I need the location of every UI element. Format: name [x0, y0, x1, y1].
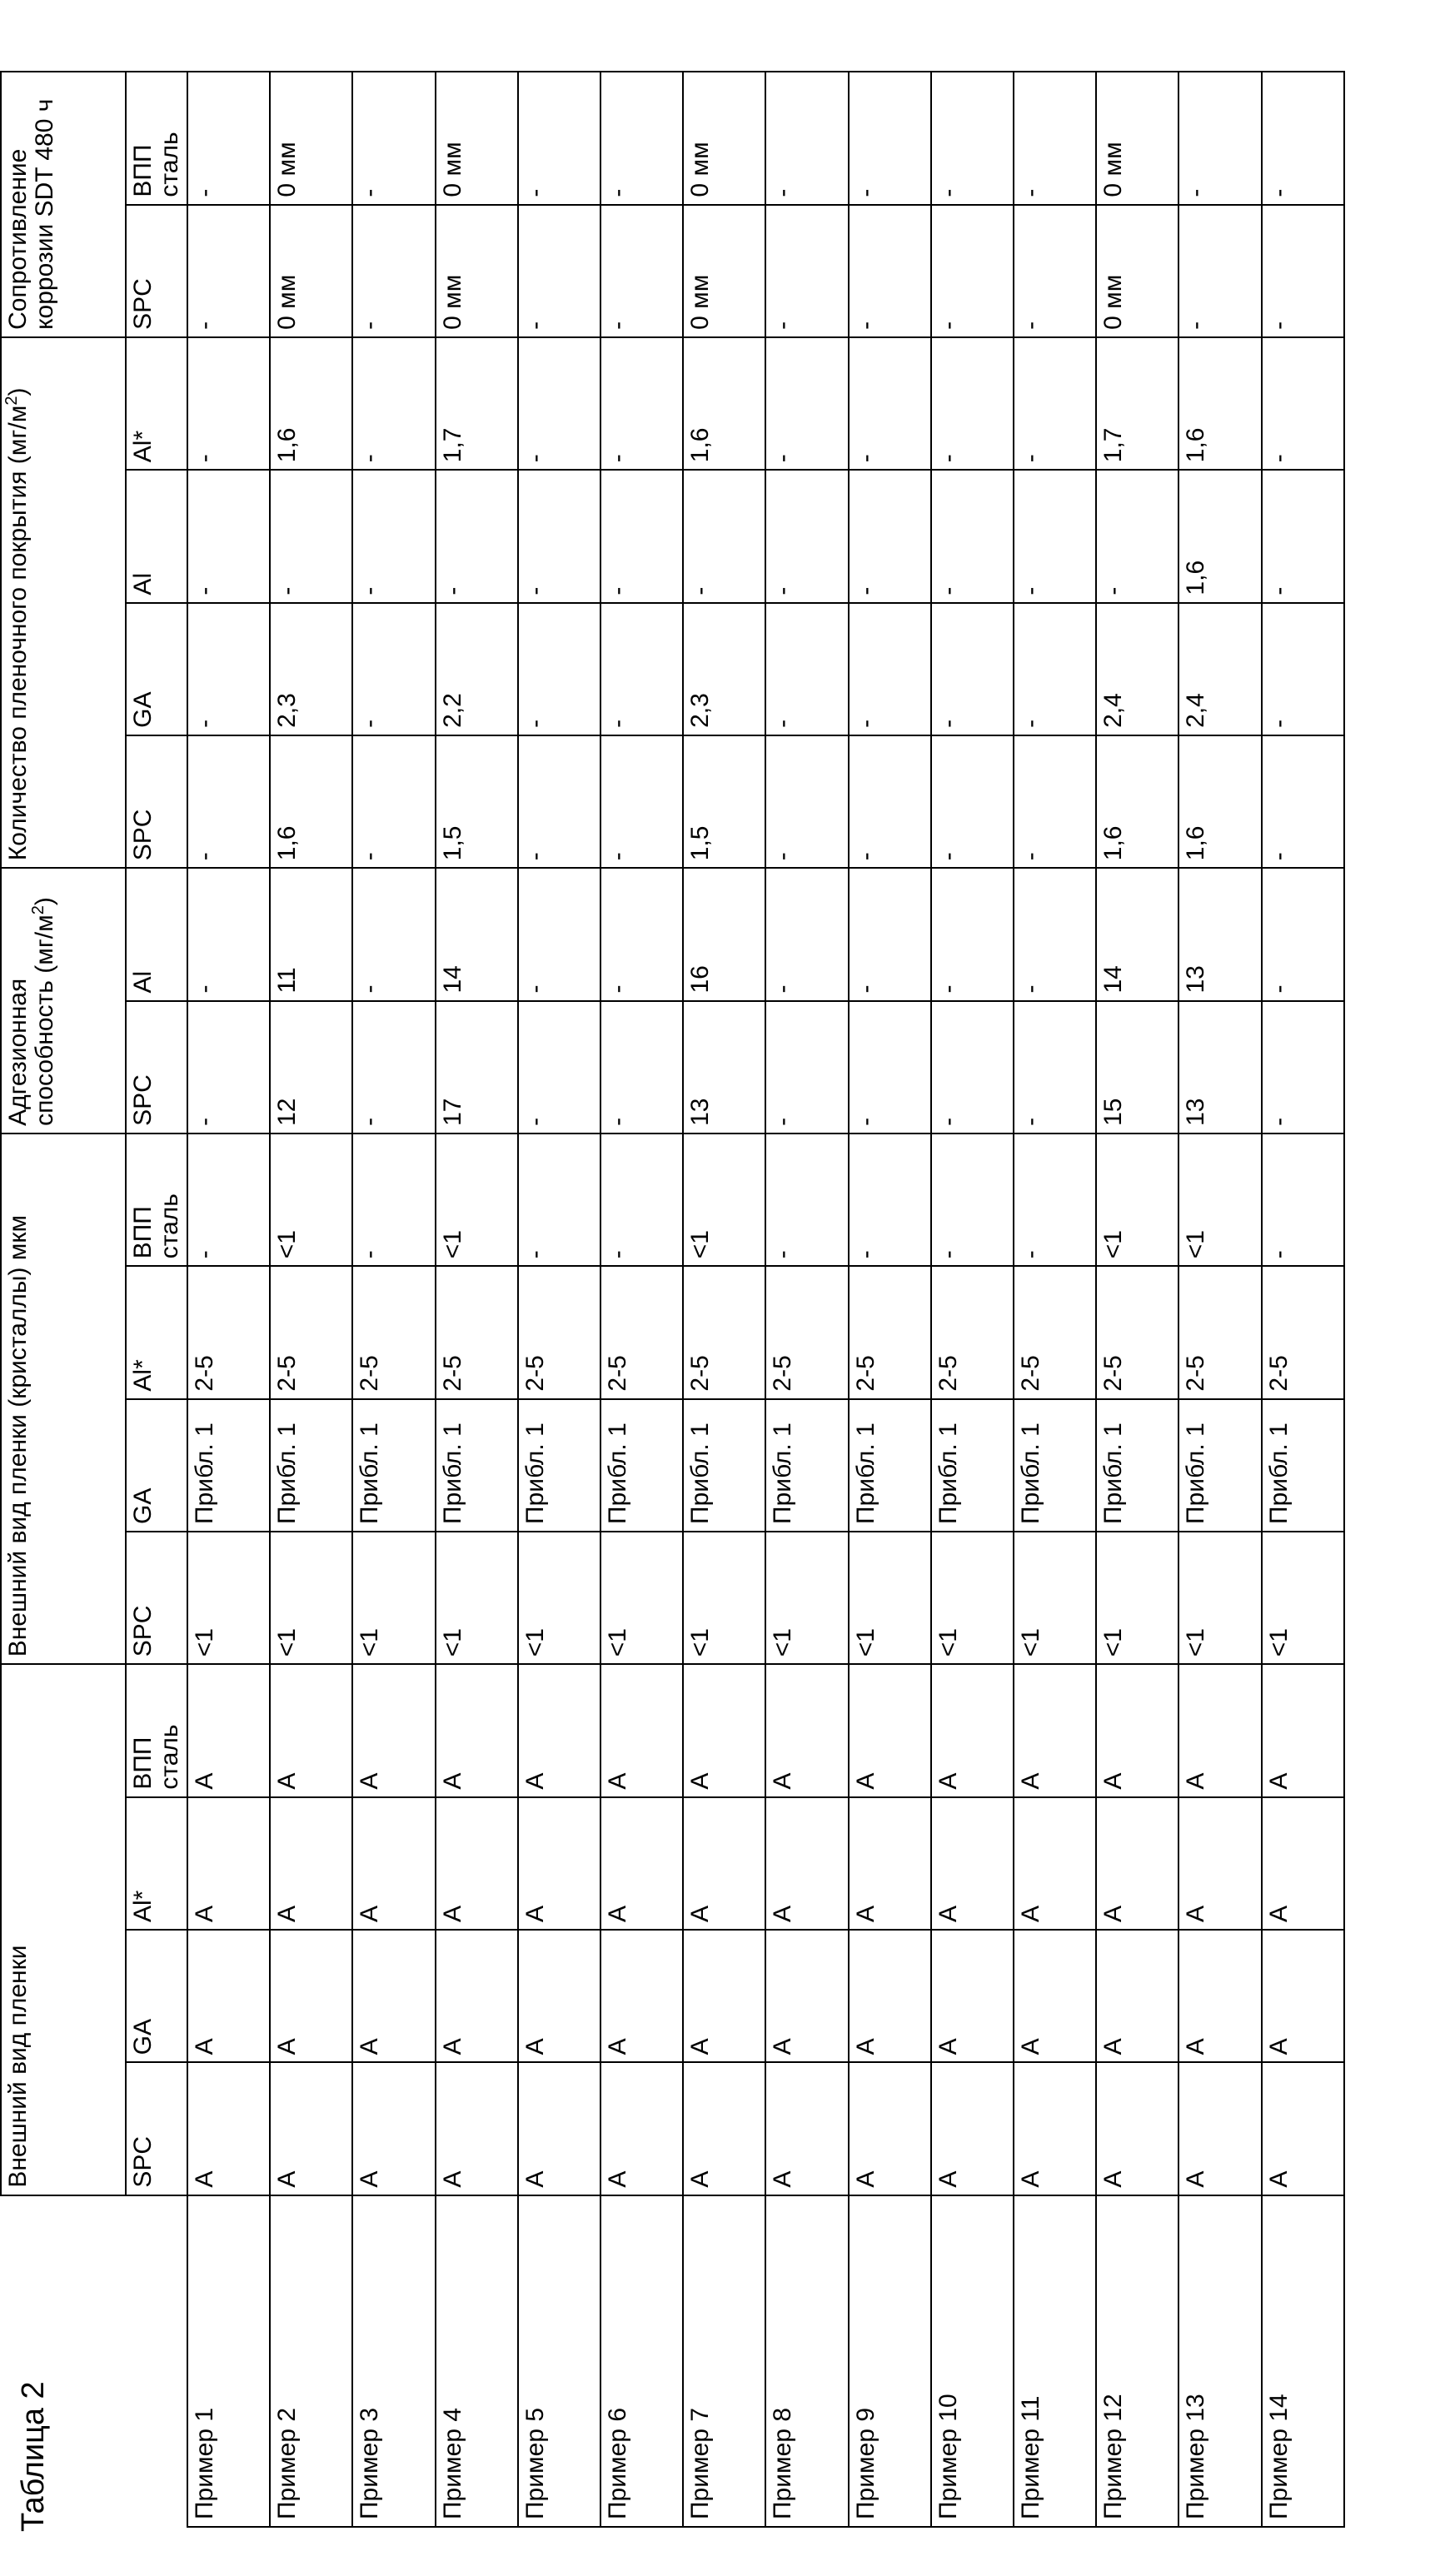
- table-cell: -: [187, 470, 270, 602]
- table-cell: -: [849, 1134, 931, 1266]
- table-row: [1014, 72, 1096, 2527]
- table-cell: 2-5: [849, 1266, 931, 1398]
- table-cell: 1,7: [436, 337, 518, 470]
- table-cell: -: [1178, 205, 1261, 337]
- table-cell: A: [600, 1930, 683, 2062]
- table-cell: -: [849, 337, 931, 470]
- table-cell: Прибл. 1: [270, 1399, 352, 1532]
- table-cell: 0 мм: [683, 72, 765, 205]
- table-cell: Прибл. 1: [1096, 1399, 1178, 1532]
- table-row: [436, 72, 518, 2527]
- row-label: Пример 11: [1014, 2195, 1096, 2527]
- table-cell: -: [1262, 603, 1344, 735]
- table-cell: A: [352, 1930, 435, 2062]
- table-cell: 2,3: [270, 603, 352, 735]
- table-cell: A: [518, 1797, 600, 1930]
- header-corner: [1, 2195, 187, 2527]
- table-cell: -: [1014, 205, 1096, 337]
- table-cell: Прибл. 1: [1014, 1399, 1096, 1532]
- table-cell: -: [187, 72, 270, 205]
- table-cell: A: [518, 1664, 600, 1796]
- table-cell: <1: [187, 1532, 270, 1664]
- sub-header: SPC: [126, 2062, 187, 2195]
- table-cell: A: [931, 1664, 1014, 1796]
- table-cell: -: [352, 337, 435, 470]
- table-cell: 11: [270, 868, 352, 1000]
- table-cell: 2-5: [600, 1266, 683, 1398]
- table-cell: A: [849, 1664, 931, 1796]
- table-cell: 2,3: [683, 603, 765, 735]
- table-cell: -: [600, 735, 683, 868]
- table-cell: -: [187, 1134, 270, 1266]
- table-cell: Прибл. 1: [600, 1399, 683, 1532]
- table-cell: A: [1096, 1930, 1178, 2062]
- row-label: Пример 14: [1262, 2195, 1344, 2527]
- table-cell: A: [1262, 1930, 1344, 2062]
- table-cell: A: [849, 1930, 931, 2062]
- sub-header: GA: [126, 1399, 187, 1532]
- table-cell: -: [352, 868, 435, 1000]
- table-cell: Прибл. 1: [1178, 1399, 1261, 1532]
- table-cell: -: [518, 735, 600, 868]
- table-cell: -: [849, 735, 931, 868]
- table-cell: -: [1014, 1134, 1096, 1266]
- table-cell: -: [1262, 72, 1344, 205]
- table-cell: A: [931, 1930, 1014, 2062]
- table-cell: -: [1262, 1001, 1344, 1134]
- table-cell: -: [931, 337, 1014, 470]
- table-cell: <1: [270, 1134, 352, 1266]
- table-cell: -: [1262, 868, 1344, 1000]
- table-cell: Прибл. 1: [931, 1399, 1014, 1532]
- row-label: Пример 9: [849, 2195, 931, 2527]
- table-cell: -: [518, 868, 600, 1000]
- table-cell: 0 мм: [270, 205, 352, 337]
- table-cell: <1: [1262, 1532, 1344, 1664]
- table-cell: <1: [600, 1532, 683, 1664]
- table-cell: -: [931, 1134, 1014, 1266]
- row-label: Пример 5: [518, 2195, 600, 2527]
- table-cell: -: [849, 72, 931, 205]
- table-cell: -: [765, 205, 848, 337]
- table-cell: 2-5: [683, 1266, 765, 1398]
- table-cell: -: [270, 470, 352, 602]
- table-cell: A: [1178, 2062, 1261, 2195]
- table-cell: A: [187, 1664, 270, 1796]
- table-cell: A: [436, 2062, 518, 2195]
- table-cell: -: [765, 868, 848, 1000]
- table-cell: 2-5: [1262, 1266, 1344, 1398]
- table-cell: Прибл. 1: [187, 1399, 270, 1532]
- table-cell: -: [352, 1001, 435, 1134]
- table-cell: -: [1014, 470, 1096, 602]
- table-cell: 14: [1096, 868, 1178, 1000]
- table-row: [187, 72, 270, 2527]
- table-cell: -: [600, 603, 683, 735]
- table-cell: 1,7: [1096, 337, 1178, 470]
- table-cell: A: [765, 1664, 848, 1796]
- sub-header: GA: [126, 603, 187, 735]
- table-cell: 1,6: [270, 735, 352, 868]
- row-label: Пример 1: [187, 2195, 270, 2527]
- table-cell: -: [600, 1001, 683, 1134]
- table-cell: <1: [352, 1532, 435, 1664]
- results-table: [0, 71, 1345, 2528]
- table-cell: 2-5: [1096, 1266, 1178, 1398]
- table-cell: 13: [1178, 1001, 1261, 1134]
- table-cell: -: [931, 72, 1014, 205]
- table-cell: -: [765, 337, 848, 470]
- table-cell: -: [352, 1134, 435, 1266]
- table-cell: 2-5: [436, 1266, 518, 1398]
- table-cell: 0 мм: [683, 205, 765, 337]
- table-cell: -: [931, 868, 1014, 1000]
- table-row: [352, 72, 435, 2527]
- table-cell: -: [1262, 470, 1344, 602]
- sub-header: GA: [126, 1930, 187, 2062]
- table-cell: A: [1014, 2062, 1096, 2195]
- table-cell: A: [683, 2062, 765, 2195]
- table-cell: -: [518, 72, 600, 205]
- table-cell: -: [931, 735, 1014, 868]
- table-cell: -: [849, 470, 931, 602]
- table-cell: 1,5: [683, 735, 765, 868]
- table-cell: 2,4: [1096, 603, 1178, 735]
- table-cell: <1: [436, 1532, 518, 1664]
- table-cell: A: [765, 2062, 848, 2195]
- table-cell: -: [518, 1001, 600, 1134]
- sub-header: ВПП сталь: [126, 1134, 187, 1266]
- table-cell: -: [187, 603, 270, 735]
- table-cell: A: [849, 1797, 931, 1930]
- row-label: Пример 3: [352, 2195, 435, 2527]
- table-cell: <1: [1014, 1532, 1096, 1664]
- table-cell: 1,5: [436, 735, 518, 868]
- table-cell: -: [765, 1001, 848, 1134]
- table-cell: A: [436, 1930, 518, 2062]
- table-cell: -: [518, 205, 600, 337]
- table-row: [270, 72, 352, 2527]
- table-cell: 0 мм: [270, 72, 352, 205]
- table-cell: 0 мм: [436, 72, 518, 205]
- table-cell: <1: [1096, 1134, 1178, 1266]
- table-cell: 2-5: [518, 1266, 600, 1398]
- table-cell: Прибл. 1: [352, 1399, 435, 1532]
- table-cell: 1,6: [1178, 337, 1261, 470]
- table-cell: 1,6: [1178, 470, 1261, 602]
- table-cell: -: [931, 205, 1014, 337]
- table-cell: -: [600, 205, 683, 337]
- table-cell: -: [518, 470, 600, 602]
- table-cell: A: [187, 1930, 270, 2062]
- table-cell: -: [849, 1001, 931, 1134]
- table-cell: -: [931, 603, 1014, 735]
- table-cell: -: [683, 470, 765, 602]
- table-cell: -: [187, 868, 270, 1000]
- table-cell: -: [187, 1001, 270, 1134]
- table-cell: -: [1262, 205, 1344, 337]
- table-cell: A: [1262, 1664, 1344, 1796]
- table-row: [1096, 72, 1178, 2527]
- table-cell: A: [436, 1797, 518, 1930]
- table-cell: A: [683, 1664, 765, 1796]
- table-cell: A: [849, 2062, 931, 2195]
- table-cell: A: [931, 2062, 1014, 2195]
- table-cell: -: [1014, 603, 1096, 735]
- table-cell: -: [352, 72, 435, 205]
- table-cell: <1: [1178, 1134, 1261, 1266]
- table-cell: -: [849, 603, 931, 735]
- row-label: Пример 4: [436, 2195, 518, 2527]
- table-cell: <1: [683, 1134, 765, 1266]
- table-cell: 2-5: [1178, 1266, 1261, 1398]
- table-cell: -: [600, 337, 683, 470]
- table-cell: A: [518, 1930, 600, 2062]
- table-cell: A: [1014, 1930, 1096, 2062]
- table-cell: -: [518, 337, 600, 470]
- table-cell: A: [765, 1797, 848, 1930]
- row-label: Пример 7: [683, 2195, 765, 2527]
- table-cell: Прибл. 1: [683, 1399, 765, 1532]
- table-cell: A: [187, 2062, 270, 2195]
- group-header: Внешний вид пленки (кристаллы) мкм: [1, 1134, 126, 1664]
- table-cell: A: [352, 1664, 435, 1796]
- table-cell: Прибл. 1: [765, 1399, 848, 1532]
- table-cell: -: [352, 470, 435, 602]
- sub-header: Al*: [126, 1266, 187, 1398]
- table-cell: -: [931, 1001, 1014, 1134]
- table-cell: A: [600, 1664, 683, 1796]
- table-cell: -: [352, 205, 435, 337]
- table-cell: A: [1262, 2062, 1344, 2195]
- sub-header: ВПП сталь: [126, 1664, 187, 1796]
- table-cell: 1,6: [270, 337, 352, 470]
- table-cell: A: [270, 1664, 352, 1796]
- table-cell: -: [352, 603, 435, 735]
- table-cell: 16: [683, 868, 765, 1000]
- table-cell: -: [1262, 337, 1344, 470]
- table-cell: 2-5: [187, 1266, 270, 1398]
- table-cell: -: [931, 470, 1014, 602]
- sub-header: Al*: [126, 337, 187, 470]
- table-cell: Прибл. 1: [849, 1399, 931, 1532]
- sub-header: Al: [126, 470, 187, 602]
- row-label: Пример 13: [1178, 2195, 1261, 2527]
- table-row: [849, 72, 931, 2527]
- table-cell: A: [270, 1797, 352, 1930]
- group-header: Сопротивление коррозии SDT 480 ч: [1, 72, 126, 337]
- table-cell: -: [1014, 337, 1096, 470]
- table-cell: 13: [683, 1001, 765, 1134]
- table-cell: A: [352, 1797, 435, 1930]
- table-cell: A: [270, 2062, 352, 2195]
- table-cell: -: [187, 337, 270, 470]
- row-label: Пример 8: [765, 2195, 848, 2527]
- table-cell: 1,6: [1096, 735, 1178, 868]
- table-cell: A: [518, 2062, 600, 2195]
- table-cell: <1: [1178, 1532, 1261, 1664]
- table-cell: A: [600, 2062, 683, 2195]
- table-cell: <1: [765, 1532, 848, 1664]
- table-cell: -: [849, 205, 931, 337]
- table-cell: -: [849, 868, 931, 1000]
- table-cell: Прибл. 1: [1262, 1399, 1344, 1532]
- table-caption: Таблица 2: [17, 2407, 50, 2532]
- table-cell: 17: [436, 1001, 518, 1134]
- sub-header: Al: [126, 868, 187, 1000]
- table-cell: 2,2: [436, 603, 518, 735]
- table-cell: A: [187, 1797, 270, 1930]
- table-cell: <1: [931, 1532, 1014, 1664]
- table-cell: 1,6: [1178, 735, 1261, 868]
- table-cell: -: [1014, 1001, 1096, 1134]
- table-cell: -: [1262, 735, 1344, 868]
- sub-header: Al*: [126, 1797, 187, 1930]
- table-cell: A: [1178, 1664, 1261, 1796]
- table-cell: 0 мм: [1096, 205, 1178, 337]
- table-cell: -: [1014, 735, 1096, 868]
- table-cell: <1: [518, 1532, 600, 1664]
- sub-header: SPC: [126, 735, 187, 868]
- table-cell: -: [765, 470, 848, 602]
- table-cell: 2-5: [270, 1266, 352, 1398]
- table-cell: -: [765, 72, 848, 205]
- table-cell: A: [1096, 1664, 1178, 1796]
- row-label: Пример 2: [270, 2195, 352, 2527]
- sub-header: ВПП сталь: [126, 72, 187, 205]
- table-row: [518, 72, 600, 2527]
- table-cell: -: [436, 470, 518, 602]
- table-cell: Прибл. 1: [436, 1399, 518, 1532]
- table-cell: 2-5: [352, 1266, 435, 1398]
- table-row: [1178, 72, 1261, 2527]
- table-cell: -: [187, 205, 270, 337]
- table-cell: A: [1014, 1664, 1096, 1796]
- table-cell: <1: [849, 1532, 931, 1664]
- table-cell: <1: [1096, 1532, 1178, 1664]
- table-cell: Прибл. 1: [518, 1399, 600, 1532]
- table-cell: 0 мм: [1096, 72, 1178, 205]
- table-cell: -: [187, 735, 270, 868]
- table-cell: 13: [1178, 868, 1261, 1000]
- group-header: Внешний вид пленки: [1, 1664, 126, 2195]
- table-cell: A: [683, 1930, 765, 2062]
- table-cell: -: [1262, 1134, 1344, 1266]
- table-cell: 12: [270, 1001, 352, 1134]
- table-cell: A: [600, 1797, 683, 1930]
- sub-header: SPC: [126, 205, 187, 337]
- table-cell: -: [600, 1134, 683, 1266]
- table-cell: A: [436, 1664, 518, 1796]
- table-cell: 2-5: [931, 1266, 1014, 1398]
- table-cell: A: [270, 1930, 352, 2062]
- sub-header: SPC: [126, 1532, 187, 1664]
- table-row: [765, 72, 848, 2527]
- rotated-table-wrapper: [0, 71, 1345, 2528]
- table-cell: 2-5: [1014, 1266, 1096, 1398]
- table-cell: -: [765, 735, 848, 868]
- table-cell: A: [1262, 1797, 1344, 1930]
- table-row: [1262, 72, 1344, 2527]
- row-label: Пример 10: [931, 2195, 1014, 2527]
- table-row: [931, 72, 1014, 2527]
- table-cell: A: [1178, 1930, 1261, 2062]
- table-cell: A: [931, 1797, 1014, 1930]
- table-cell: -: [518, 1134, 600, 1266]
- table-cell: -: [600, 470, 683, 602]
- table-cell: -: [600, 868, 683, 1000]
- group-header: Адгезионная способность (мг/м2): [1, 868, 126, 1134]
- table-cell: 15: [1096, 1001, 1178, 1134]
- table-cell: <1: [683, 1532, 765, 1664]
- group-header: Количество пленочного покрытия (мг/м2): [1, 337, 126, 868]
- table-cell: 14: [436, 868, 518, 1000]
- table-cell: A: [1014, 1797, 1096, 1930]
- table-row: [600, 72, 683, 2527]
- table-cell: -: [1014, 72, 1096, 205]
- table-row: [683, 72, 765, 2527]
- sub-header: SPC: [126, 1001, 187, 1134]
- table-cell: A: [1096, 2062, 1178, 2195]
- table-cell: A: [765, 1930, 848, 2062]
- table-cell: A: [352, 2062, 435, 2195]
- table-cell: -: [765, 603, 848, 735]
- table-cell: -: [765, 1134, 848, 1266]
- table-cell: 2-5: [765, 1266, 848, 1398]
- table-cell: A: [1178, 1797, 1261, 1930]
- table-cell: 1,6: [683, 337, 765, 470]
- table-cell: A: [1096, 1797, 1178, 1930]
- table-cell: <1: [270, 1532, 352, 1664]
- row-label: Пример 6: [600, 2195, 683, 2527]
- table-cell: 2,4: [1178, 603, 1261, 735]
- table-cell: -: [518, 603, 600, 735]
- table-cell: 0 мм: [436, 205, 518, 337]
- table-cell: <1: [436, 1134, 518, 1266]
- table-cell: -: [600, 72, 683, 205]
- row-label: Пример 12: [1096, 2195, 1178, 2527]
- table-cell: -: [1178, 72, 1261, 205]
- table-cell: A: [683, 1797, 765, 1930]
- table-cell: -: [1014, 868, 1096, 1000]
- table-cell: -: [1096, 470, 1178, 602]
- table-cell: -: [352, 735, 435, 868]
